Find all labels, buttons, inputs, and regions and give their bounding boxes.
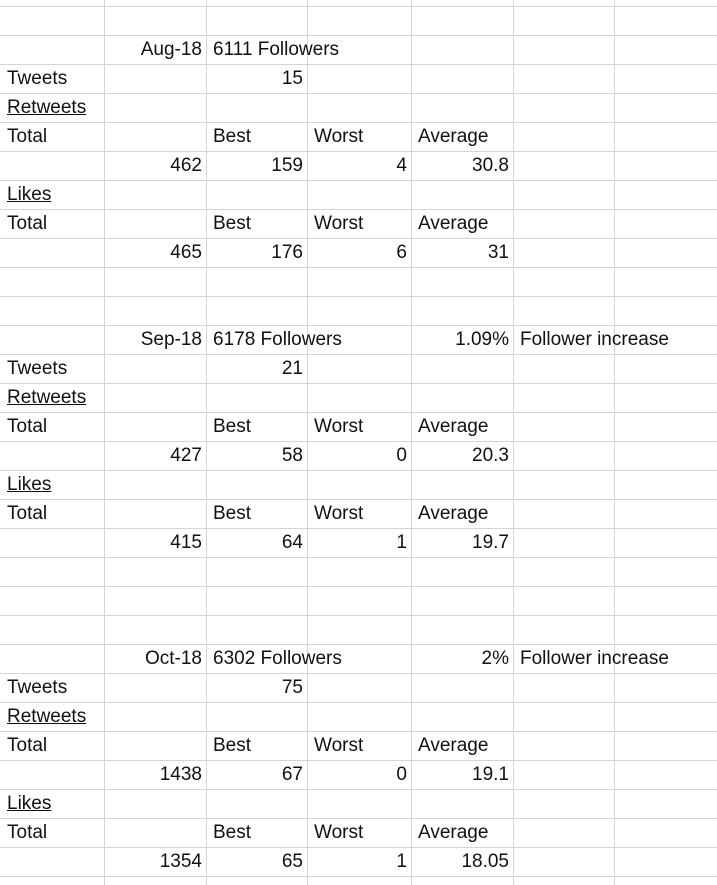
best-value-cell[interactable]: 65 — [281, 851, 303, 872]
worst-value-cell[interactable]: 1 — [396, 851, 407, 872]
followers-cell[interactable]: 6111 Followers — [213, 39, 340, 60]
best-header-cell[interactable]: Best — [213, 416, 252, 437]
best-header-cell[interactable]: Best — [213, 735, 252, 756]
row-gridline — [0, 180, 717, 181]
best-header-cell[interactable]: Best — [213, 126, 252, 147]
followers-cell[interactable]: 6178 Followers — [213, 329, 342, 350]
row-gridline — [0, 383, 717, 384]
average-value-cell[interactable]: 20.3 — [472, 445, 509, 466]
column-gridline — [614, 0, 615, 885]
row-gridline — [0, 64, 717, 65]
follower-increase-label-cell[interactable]: Follower increase — [520, 648, 669, 669]
total-header-cell[interactable]: Total — [7, 416, 48, 437]
total-value-cell[interactable]: 462 — [170, 155, 202, 176]
average-header-cell[interactable]: Average — [418, 416, 489, 437]
best-header-cell[interactable]: Best — [213, 503, 252, 524]
total-header-cell[interactable]: Total — [7, 213, 48, 234]
worst-header-cell[interactable]: Worst — [314, 126, 364, 147]
worst-header-cell[interactable]: Worst — [314, 416, 364, 437]
average-header-cell[interactable]: Average — [418, 213, 489, 234]
row-gridline — [0, 296, 717, 297]
follower-increase-value-cell[interactable]: 1.09% — [455, 329, 509, 350]
best-value-cell[interactable]: 176 — [271, 242, 303, 263]
average-value-cell[interactable]: 31 — [487, 242, 509, 263]
best-value-cell[interactable]: 64 — [281, 532, 303, 553]
total-header-cell[interactable]: Total — [7, 735, 48, 756]
row-gridline — [0, 673, 717, 674]
total-header-cell[interactable]: Total — [7, 822, 48, 843]
worst-value-cell[interactable]: 6 — [396, 242, 407, 263]
month-cell[interactable]: Sep-18 — [140, 329, 202, 350]
row-gridline — [0, 267, 717, 268]
tweets-count-cell[interactable]: 21 — [281, 358, 303, 379]
retweets-section-label[interactable]: Retweets — [7, 97, 87, 118]
worst-header-cell[interactable]: Worst — [314, 735, 364, 756]
row-gridline — [0, 557, 717, 558]
retweets-section-label[interactable]: Retweets — [7, 387, 87, 408]
follower-increase-label-cell[interactable]: Follower increase — [520, 329, 669, 350]
worst-header-cell[interactable]: Worst — [314, 213, 364, 234]
best-value-cell[interactable]: 58 — [281, 445, 303, 466]
tweets-label-cell[interactable]: Tweets — [7, 677, 68, 698]
worst-header-cell[interactable]: Worst — [314, 822, 364, 843]
row-gridline — [0, 6, 717, 7]
month-cell[interactable]: Aug-18 — [140, 39, 202, 60]
row-gridline — [0, 93, 717, 94]
tweets-label-cell[interactable]: Tweets — [7, 68, 68, 89]
worst-header-cell[interactable]: Worst — [314, 503, 364, 524]
worst-value-cell[interactable]: 1 — [396, 532, 407, 553]
worst-value-cell[interactable]: 0 — [396, 445, 407, 466]
total-value-cell[interactable]: 415 — [170, 532, 202, 553]
average-value-cell[interactable]: 18.05 — [461, 851, 509, 872]
row-gridline — [0, 354, 717, 355]
total-value-cell[interactable]: 1438 — [159, 764, 202, 785]
total-header-cell[interactable]: Total — [7, 503, 48, 524]
average-header-cell[interactable]: Average — [418, 126, 489, 147]
worst-value-cell[interactable]: 0 — [396, 764, 407, 785]
row-gridline — [0, 702, 717, 703]
tweets-count-cell[interactable]: 15 — [281, 68, 303, 89]
average-header-cell[interactable]: Average — [418, 503, 489, 524]
month-cell[interactable]: Oct-18 — [144, 648, 202, 669]
tweets-count-cell[interactable]: 75 — [281, 677, 303, 698]
total-value-cell[interactable]: 427 — [170, 445, 202, 466]
retweets-section-label[interactable]: Retweets — [7, 706, 87, 727]
row-gridline — [0, 789, 717, 790]
best-value-cell[interactable]: 159 — [271, 155, 303, 176]
average-header-cell[interactable]: Average — [418, 822, 489, 843]
total-header-cell[interactable]: Total — [7, 126, 48, 147]
row-gridline — [0, 586, 717, 587]
average-value-cell[interactable]: 19.7 — [472, 532, 509, 553]
best-header-cell[interactable]: Best — [213, 822, 252, 843]
column-gridline — [513, 0, 514, 885]
best-value-cell[interactable]: 67 — [281, 764, 303, 785]
average-value-cell[interactable]: 30.8 — [472, 155, 509, 176]
tweets-label-cell[interactable]: Tweets — [7, 358, 68, 379]
likes-section-label[interactable]: Likes — [7, 793, 52, 814]
total-value-cell[interactable]: 465 — [170, 242, 202, 263]
likes-section-label[interactable]: Likes — [7, 184, 52, 205]
row-gridline — [0, 876, 717, 877]
total-value-cell[interactable]: 1354 — [159, 851, 202, 872]
follower-increase-value-cell[interactable]: 2% — [481, 648, 509, 669]
followers-cell[interactable]: 6302 Followers — [213, 648, 342, 669]
average-value-cell[interactable]: 19.1 — [472, 764, 509, 785]
likes-section-label[interactable]: Likes — [7, 474, 52, 495]
row-gridline — [0, 615, 717, 616]
average-header-cell[interactable]: Average — [418, 735, 489, 756]
best-header-cell[interactable]: Best — [213, 213, 252, 234]
worst-value-cell[interactable]: 4 — [396, 155, 407, 176]
row-gridline — [0, 470, 717, 471]
